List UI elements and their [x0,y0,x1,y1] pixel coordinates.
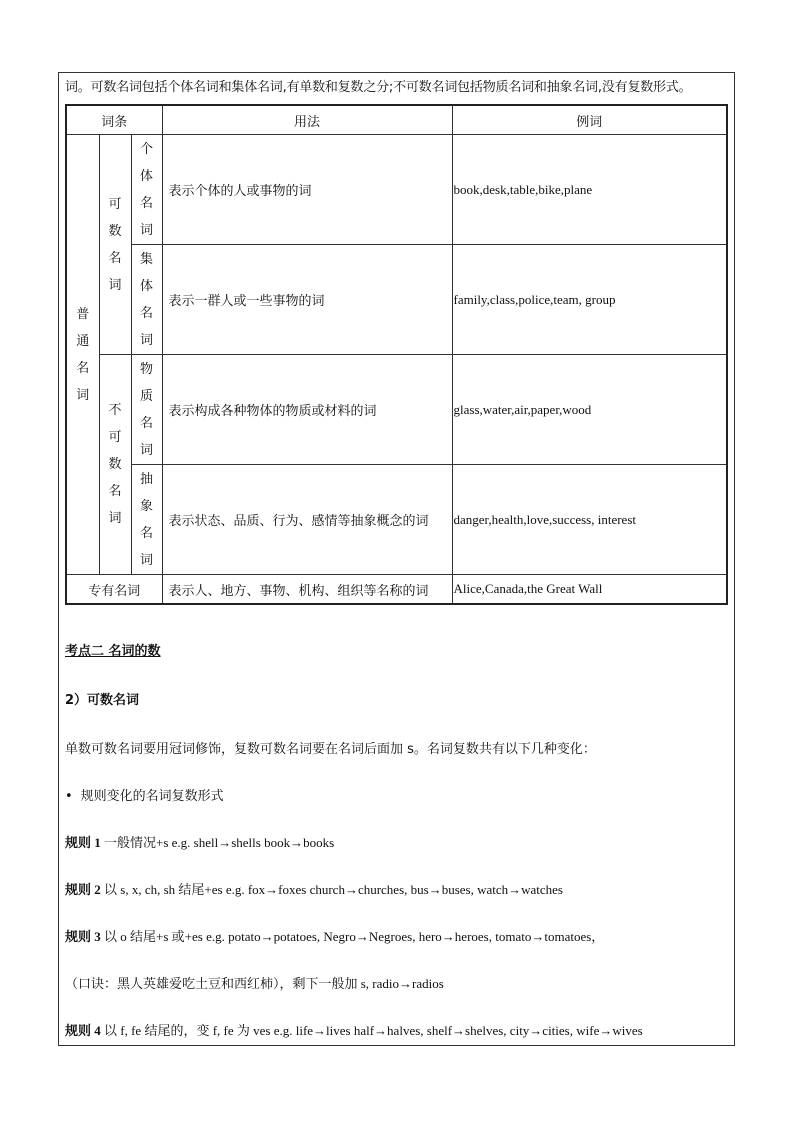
usage-cell: 表示一群人或一些事物的词 [162,245,452,355]
example-cell: Alice,Canada,the Great Wall [452,575,727,605]
table-header-row [66,105,727,135]
header-entry: 词条 [66,105,162,135]
rule-text: 以 o 结尾+s 或+es e.g. potato→potatoes, Negro→Negroes, hero→heroes, tomato→tomatoes， [100,929,605,944]
usage-cell: 表示状态、品质、行为、感情等抽象概念的词 [162,465,452,575]
bullet-line [65,785,224,804]
table-row [66,135,727,245]
usage-cell: 表示个体的人或事物的词 [162,135,452,245]
rule-label: 规则 3 [65,929,101,944]
rule-line [65,973,444,992]
example-cell: book,desk,table,bike,plane [452,135,727,245]
uncountable-cell [99,355,131,575]
section-title: 考点二 名词的数 [65,644,161,659]
example-cell: danger,health,love,success, interest [452,465,727,575]
rule-text: 一般情况+s e.g. shell→shells book→books [100,835,335,850]
bullet-icon: • [65,789,73,804]
proper-noun-label: 专有名词 [66,575,162,605]
countable-label: 可 数 名 词 [108,196,122,293]
sub-category-label: 抽 象 名 词 [139,471,153,568]
rule-line [65,832,334,851]
sub-category-cell [131,245,162,355]
table-row [66,245,727,355]
rule-text: （口诀：黑人英雄爱吃土豆和西红柿），剩下一般加 s, radio→radios [65,976,444,991]
table-row [66,465,727,575]
bullet-text: 规则变化的名词复数形式 [80,789,224,804]
sub-category-cell [131,355,162,465]
rule-line [65,879,563,898]
rule-text: 以 f, fe 结尾的，变 f, fe 为 ves e.g. life→lives half→halves, shelf→shelves, city→cities, wife→wives [100,1023,643,1038]
sub-category-label: 物 质 名 词 [139,361,153,458]
header-example: 例词 [452,105,727,135]
table-row-proper-noun [66,575,727,605]
sub-category-cell [131,465,162,575]
rule-line [65,1020,643,1039]
usage-cell: 表示人、地方、事物、机构、组织等名称的词 [162,575,452,605]
noun-classification-table [65,104,728,605]
sub-category-label: 个 体 名 词 [139,141,153,238]
example-cell: family,class,police,team, group [452,245,727,355]
rule-label: 规则 4 [65,1023,101,1038]
sub-category-cell [131,135,162,245]
header-usage: 用法 [162,105,452,135]
rule-label: 规则 2 [65,882,101,897]
paragraph: 单数可数名词要用冠词修饰，复数可数名词要在名词后面加 s。名词复数共有以下几种变化： [65,742,596,757]
common-noun-cell [66,135,99,575]
uncountable-label: 不 可 数 名 词 [108,403,122,526]
sub-heading: 2）可数名词 [65,693,140,708]
countable-cell [99,135,131,355]
intro-text: 词。可数名词包括个体名词和集体名词,有单数和复数之分;不可数名词包括物质名词和抽象名词,没有复数形式。 [65,80,692,95]
sub-category-label: 集 体 名 词 [139,251,153,348]
rule-text: 以 s, x, ch, sh 结尾+es e.g. fox→foxes church→churches, bus→buses, watch→watches [100,882,563,897]
rule-line [65,926,604,945]
common-noun-label: 普 通 名 词 [76,306,90,403]
usage-cell: 表示构成各种物体的物质或材料的词 [162,355,452,465]
example-cell: glass,water,air,paper,wood [452,355,727,465]
rule-label: 规则 1 [65,835,101,850]
table-row [66,355,727,465]
